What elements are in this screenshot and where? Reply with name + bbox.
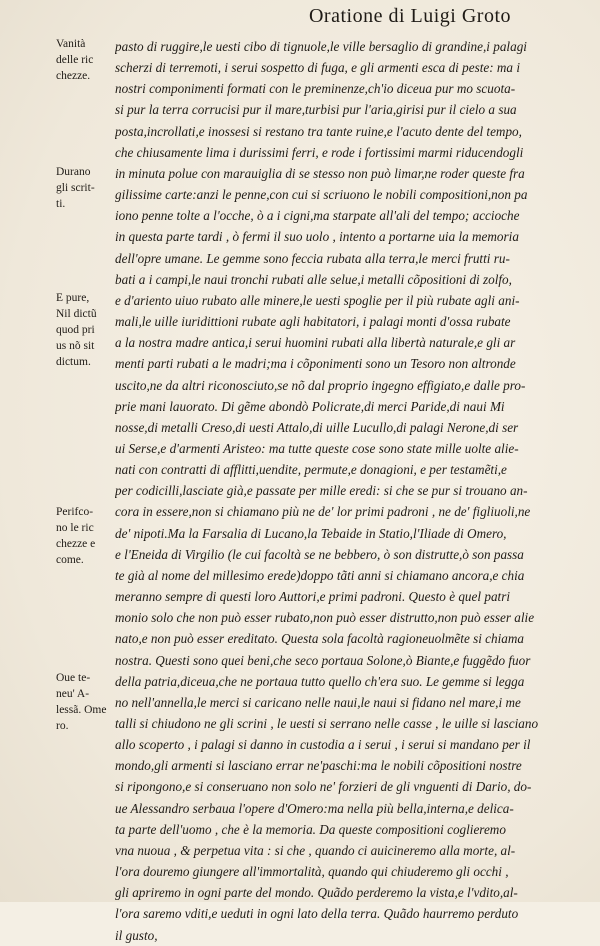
body-line: te già al nome del millesimo erede)doppo tãti anni si chiamano ancora,e chia (115, 567, 525, 583)
body-line: che chiusamente lima i durissimi ferri, e rode i fortissimi marmi riducendogli (115, 144, 524, 160)
body-line: gilissime carte:anzi le penne,con cui si scriuono le nobili compositioni,non pa (115, 187, 528, 203)
running-title: Oratione di Luigi Groto (308, 5, 512, 27)
body-line: monio solo che non può esser rubato,non può esser distrutto,non può esser alie (115, 610, 535, 626)
body-line: mondo,gli armenti si lasciano errar ne'paschi:ma le nobili cõpositioni nostre (115, 758, 522, 774)
margin-note-line: Perifco- (56, 506, 94, 518)
body-line: nosse,di metalli Creso,di uesti Attalo,di uille Lucullo,di palagi Nerone,di ser (115, 419, 519, 435)
body-line: gli apriremo in ogni parte del mondo. Quãdo perderemo la vista,e l'vdito,al- (115, 885, 518, 901)
body-line: nostri componimenti formati con le preminenze,ch'io diceua pur mo scuota- (115, 81, 516, 97)
body-line: e l'Eneida di Virgilio (le cui facoltà se ne bebbero, ò son distrutte,ò son passa (115, 546, 524, 562)
margin-note-line: neu' A- (56, 688, 90, 700)
margin-note-line: no le ric (56, 522, 94, 534)
body-line: a la nostra madre antica,i serui huomini rubati alla libertà naturale,e gli ar (115, 335, 516, 351)
body-line: si pur la terra corrucisi pur il mare,turbisi pur l'aria,girisi pur il cielo a sua (115, 102, 517, 118)
body-line: iono penne tolte a l'ocche, ò a i cigni,ma starpate all'ali del tempo; accioche (115, 208, 520, 224)
body-line: nato,e non può esser ereditato. Questa sola facoltà ragioneuolmẽte si chiama (115, 631, 525, 647)
body-line: ue Alessandro serbaua l'opere d'Omero:ma nella più bella,interna,e delica- (115, 800, 514, 816)
margin-note-line: ti. (56, 198, 66, 210)
body-line: bati a i campi,le naui tronchi rubati alle selue,i metalli cõpositioni di zolfo, (115, 271, 512, 287)
margin-note-line: Durano (56, 166, 91, 178)
body-line: meranno sempre di questi loro Auttori,e primi padroni. Questo è quel patri (115, 589, 510, 605)
body-line: cora in essere,non si chiamano più ne de' lor primi padroni , ne de' figliuoli,ne (115, 504, 531, 520)
margin-note (56, 36, 116, 84)
body-line: in minuta polue con marauiglia di se stesso non può limar,ne roder queste fra (115, 165, 525, 181)
margin-note-line: Nil dictũ (56, 308, 97, 320)
margin-note (56, 504, 116, 568)
body-line: in questa parte tardi , ò fermi il suo uolo , intento a portarne uia la memoria (115, 229, 519, 245)
body-line: no nell'annella,le merci si caricano nelle naui,le naui si fidano nel mare,i me (115, 694, 521, 710)
body-line: nostra. Questi sono quei beni,che seco portaua Solone,ò Biante,e fuggẽdo fuor (115, 652, 531, 668)
body-line: dell'opre umane. Le gemme sono feccia rubata alla terra,le merci frutti ru- (115, 250, 510, 266)
body-line: l'ora saremo vditi,e ueduti in ogni lato della terra. Quãdo haurremo perduto (115, 906, 519, 922)
margin-note-line: chezze e (56, 538, 96, 550)
margin-note-line: chezze. (56, 70, 91, 82)
margin-note-line: gli scrit- (56, 182, 95, 194)
body-line: talli si chiudono ne gli scrini , le uesti si serrano nelle casse , le uille si lasciano (115, 716, 539, 731)
margin-note-line: E pure, (56, 292, 90, 304)
margin-note-line: Oue te- (56, 672, 91, 684)
body-line: della patria,diceua,che ne portaua tutto quello ch'era suo. Le gemme si legga (115, 673, 525, 689)
body-line: allo scoperto , i palagi si danno in custodia a i serui , i serui si mandano per il (115, 737, 531, 753)
margin-note-line: lessã. Ome (56, 704, 107, 716)
margin-note-line: come. (56, 554, 84, 566)
body-line: vna nuoua , & perpetua vita : si che , quando ci auicineremo alla morte, al- (115, 842, 516, 858)
body-line: uscito,ne da altri riconosciuto,se nõ dal proprio ingegno effigiato,e dalle pro- (115, 377, 526, 393)
body-line: de' nipoti.Ma la Farsalia di Lucano,la Tebaide in Statio,l'Iliade di Omero, (115, 525, 507, 541)
body-line: nati con contratti di afflitti,uendite, permute,e donagioni, e per testamẽti,e (115, 462, 507, 478)
body-line: pasto di ruggire,le uesti cibo di tignuole,le ville bersaglio di grandine,i palagi (115, 39, 527, 54)
margin-note (56, 670, 116, 734)
body-line: e d'ariento uiuo rubato alle minere,le uesti spoglie per il più rubate agli ani- (115, 292, 520, 308)
margin-note (56, 290, 116, 370)
margin-note-line: dictum. (56, 356, 91, 368)
body-line: per codicilli,lasciate già,e passate per mille eredi: si che se pur si trouano an- (115, 483, 528, 499)
body-line: l'ora douremo giungere all'immortalità, quando qui chiuderemo gli occhi , (115, 864, 509, 880)
margin-note (56, 164, 116, 212)
body-line: posta,incrollati,e inossesi si restano tra tante ruine,e l'acuto dente del tempo, (115, 123, 522, 139)
body-line: mali,le uille iuridittioni rubate agli habitatori, i palagi monti d'ossa rubate (115, 314, 511, 330)
margin-note-line: Vanità (56, 38, 86, 50)
body-line: si ripongono,e si conseruano non solo ne' forzieri de gli vnguenti di Dario, do- (115, 779, 532, 795)
margin-note-line: quod pri (56, 324, 95, 336)
body-text (115, 36, 583, 946)
margin-note-line: us nõ sit (56, 340, 95, 352)
margin-note-line: delle ric (56, 54, 94, 66)
body-line: scherzi di terremoti, i serui sospetto di fuga, e gli armenti esca di peste: ma i (115, 60, 520, 76)
margin-note-line: ro. (56, 720, 69, 732)
body-line: menti parti rubati a le madri;ma i cõponimenti sono un Tesoro non altronde (115, 356, 516, 372)
body-line: ui Serse,e d'armenti Aristeo: ma tutte queste cose sono state mille uolte alie- (115, 440, 519, 456)
body-line: prie mani lauorato. Di gẽme abondò Policrate,di merci Paride,di naui Mi (115, 398, 505, 414)
body-line: ta parte dell'uomo , che è la memoria. Da queste compositioni coglieremo (115, 821, 506, 837)
body-line: il gusto, (115, 927, 158, 943)
